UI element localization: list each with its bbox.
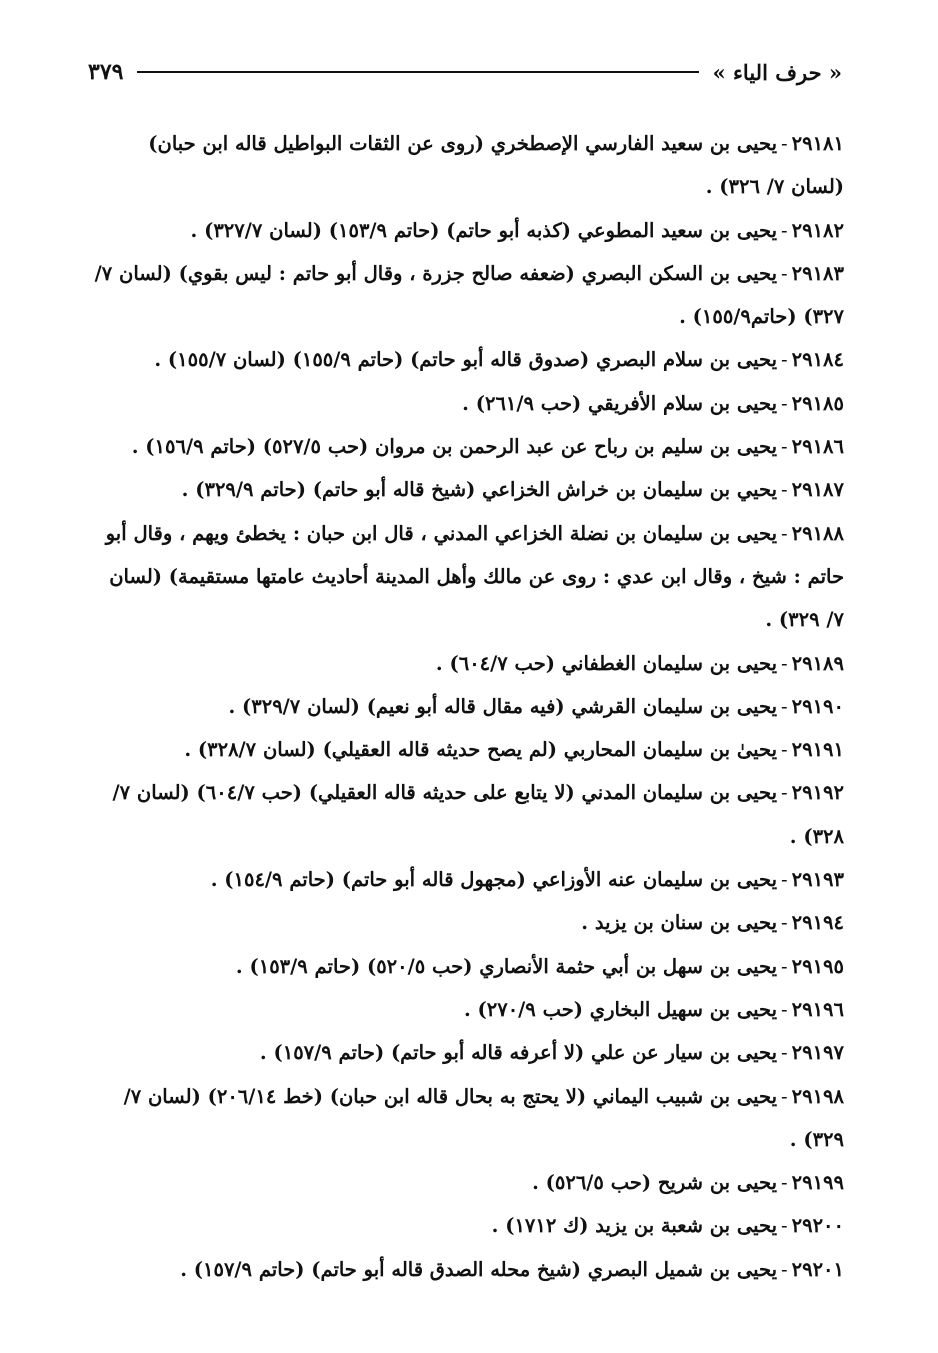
entry-dash: - [781, 781, 788, 805]
entry-text: يحيى بن سلام البصري (صدوق قاله أبو حاتم) (حاتم ١٥٥/٩) (لسان ١٥٥/٧) . [154, 348, 778, 372]
entry-text: يحيى بن سلام الأفريقي (حب ٢٦١/٩) . [462, 391, 778, 415]
entry-dash: - [781, 651, 788, 675]
entry-dash: - [781, 521, 788, 545]
entry-list [92, 122, 844, 1291]
entry-item [92, 1161, 844, 1204]
entry-number: ٢٩١٨٢ [791, 218, 844, 242]
entry-number: ٢٩١٩٨ [791, 1084, 844, 1108]
entry-item [92, 858, 844, 901]
entry-number: ٢٩١٩٧ [791, 1041, 844, 1065]
entry-number: ٢٩١٨٤ [791, 348, 844, 372]
entry-text: يحيى بن سعيد الفارسي الإصطخري (روى عن الثقات البواطيل قاله ابن حبان) (لسان ٧/ ٣٢٦) . [148, 132, 844, 199]
entry-dash: - [781, 997, 788, 1021]
entry-item [92, 771, 844, 858]
entry-item [92, 1031, 844, 1074]
entry-item [92, 468, 844, 511]
entry-text: يحيى بن شريح (حب ٥٢٦/٥) . [532, 1171, 778, 1195]
entry-number: ٢٩١٩٩ [791, 1171, 844, 1195]
entry-dash: - [781, 348, 788, 372]
entry-dash: - [781, 218, 788, 242]
entry-number: ٢٩١٩١ [791, 738, 844, 762]
entry-item [92, 685, 844, 728]
entry-number: ٢٩١٨٨ [791, 521, 844, 545]
entry-number: ٢٩٢٠١ [791, 1257, 844, 1281]
header-rule [137, 71, 698, 73]
entry-dash: - [781, 868, 788, 892]
page-number: ٣٧٩ [88, 59, 124, 85]
entry-item [92, 988, 844, 1031]
entry-text: يحيي بن سليمان بن خراش الخزاعي (شيخ قاله أبو حاتم) (حاتم ٣٢٩/٩) . [181, 478, 778, 502]
entry-text: يحيى بن سليمان المدني (لا يتابع على حديثه قاله العقيلي) (حب ٦٠٤/٧) (لسان ٧/ ٣٢٨) . [112, 781, 844, 848]
entry-text: يحيى بن سليمان الغطفاني (حب ٦٠٤/٧) . [435, 651, 778, 675]
entry-item [92, 252, 844, 339]
entry-dash: - [781, 911, 788, 935]
entry-dash: - [781, 1257, 788, 1281]
entry-dash: - [781, 1171, 788, 1195]
entry-number: ٢٩١٨٦ [791, 435, 844, 459]
entry-text: يحيى بن شعبة بن يزيد (ك ١٧١٢) . [491, 1214, 778, 1238]
entry-number: ٢٩١٩٥ [791, 954, 844, 978]
entry-item [92, 382, 844, 425]
page-header [88, 52, 842, 92]
entry-text: يحيى بن سليمان بن نضلة الخزاعي المدني ، قال ابن حبان : يخطئ ويهم ، وقال أبو حاتم : شيخ ، وقال ابن عدي : روى عن مالك وأهل المدينة أحاديث عامتها مستقيمة) (لسان ٧/ ٣٢٩) . [105, 521, 844, 632]
entry-dash: - [781, 954, 788, 978]
entry-number: ٢٩١٨٩ [791, 651, 844, 675]
entry-dash: - [781, 435, 788, 459]
entry-text: يحيى بن شميل البصري (شيخ محله الصدق قاله أبو حاتم) (حاتم ١٥٧/٩) . [180, 1257, 778, 1281]
entry-number: ٢٩١٨٥ [791, 391, 844, 415]
entry-dash: - [781, 391, 788, 415]
entry-text: يحيى بن سيار عن علي (لا أعرفه قاله أبو حاتم) (حاتم ١٥٧/٩) . [259, 1041, 778, 1065]
entry-item [92, 1204, 844, 1247]
entry-number: ٢٩١٩٤ [791, 911, 844, 935]
entry-item [92, 728, 844, 771]
entry-dash: - [781, 1214, 788, 1238]
entry-text: يحيى بن سليمان القرشي (فيه مقال قاله أبو نعيم) (لسان ٣٢٩/٧) . [228, 694, 778, 718]
entry-text: يحيى بن سهل بن أبي حثمة الأنصاري (حب ٥٢٠/٥) (حاتم ١٥٣/٩) . [235, 954, 778, 978]
entry-text: يحيى بن سنان بن يزيد . [581, 911, 778, 935]
entry-dash: - [781, 1041, 788, 1065]
running-title: « حرف الياء » [712, 59, 842, 85]
entry-text: يحيى بن السكن البصري (ضعفه صالح جزرة ، وقال أبو حاتم : ليس بقوي) (لسان ٧/ ٣٢٧) (حاتم١٥٥/٩) . [94, 261, 844, 329]
entry-text: يحيى بن سهيل البخاري (حب ٢٧٠/٩) . [463, 997, 778, 1021]
entry-dash: - [781, 1084, 788, 1108]
entry-number: ٢٩١٩٣ [791, 868, 844, 892]
entry-text: يحيى بن شبيب اليماني (لا يحتج به بحال قاله ابن حبان) (خط ٢٠٦/١٤) (لسان ٧/ ٣٢٩) . [123, 1084, 844, 1151]
entry-number: ٢٩١٩٦ [791, 997, 844, 1021]
entry-text: يحيى بن سليمان عنه الأوزاعي (مجهول قاله أبو حاتم) (حاتم ١٥٤/٩) . [210, 868, 778, 892]
entry-number: ٢٩١٩٢ [791, 781, 844, 805]
entry-item [92, 945, 844, 988]
entry-dash: - [781, 261, 788, 285]
entry-number: ٢٩١٨٧ [791, 478, 844, 502]
entry-item [92, 122, 844, 209]
entry-dash: - [781, 694, 788, 718]
entry-number: ٢٩١٨١ [791, 132, 844, 155]
entry-item [92, 901, 844, 944]
entry-dash: - [781, 738, 788, 762]
entry-item [92, 1248, 844, 1291]
entry-item [92, 1075, 844, 1162]
entry-text: يحيى بن سعيد المطوعي (كذبه أبو حاتم) (حاتم ١٥٣/٩) (لسان ٣٢٧/٧) . [190, 218, 778, 242]
entry-item [92, 512, 844, 642]
entry-item [92, 642, 844, 685]
entry-text: يحيى بن سليم بن رباح عن عبد الرحمن بن مروان (حب ٥٢٧/٥) (حاتم ١٥٦/٩) . [131, 435, 778, 459]
entry-dash: - [781, 132, 788, 155]
entry-number: ٢٩١٩٠ [791, 694, 844, 718]
entry-item [92, 338, 844, 381]
entry-text: يحيىٰ بن سليمان المحاربي (لم يصح حديثه قاله العقيلي) (لسان ٣٢٨/٧) . [184, 738, 778, 762]
entry-dash: - [781, 478, 788, 502]
entry-number: ٢٩٢٠٠ [791, 1214, 844, 1238]
entry-number: ٢٩١٨٣ [791, 261, 844, 285]
entry-item [92, 425, 844, 468]
entry-item [92, 209, 844, 252]
